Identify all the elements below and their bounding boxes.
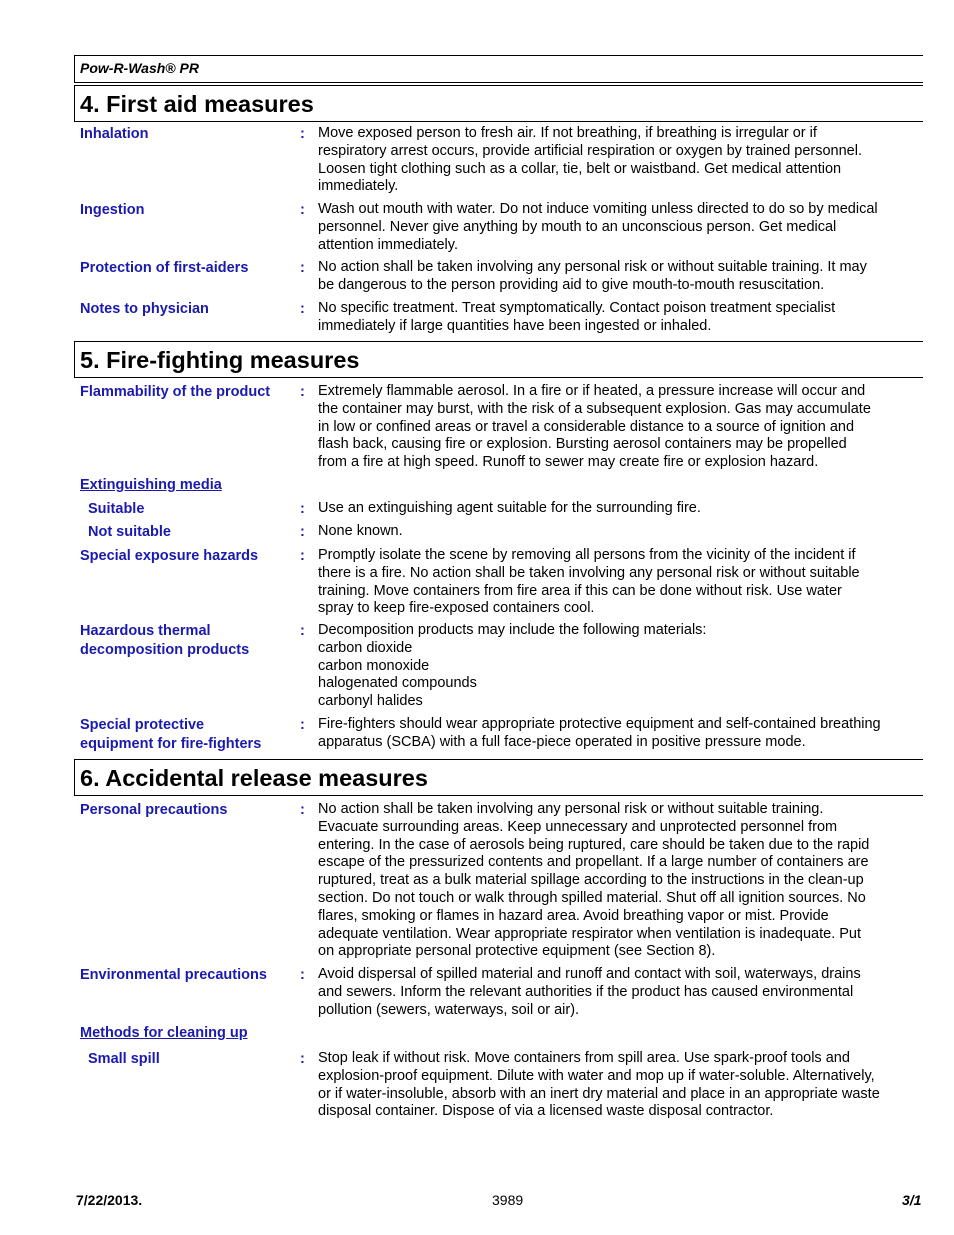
notes-text: [318, 300, 924, 336]
text-line: on appropriate personal protective equipment (see Section 8).: [318, 943, 716, 960]
text-line: be dangerous to the person providing aid to give mouth-to-mouth resuscitation.: [318, 276, 825, 293]
not-suitable-text: [318, 523, 924, 541]
section-6-header: [74, 759, 923, 796]
separator-colon: :: [300, 548, 305, 564]
separator-colon: :: [300, 202, 305, 218]
flammability-label: Flammability of the product: [80, 384, 271, 400]
text-line: pollution (sewers, waterways, soil or air).: [318, 1001, 580, 1018]
separator-colon: :: [300, 384, 305, 400]
text-line: personnel. Never give anything by mouth to an unconscious person. Get medical: [318, 218, 837, 235]
extinguishing-media-link[interactable]: Extinguishing media: [80, 477, 222, 493]
section-5-title: 5. Fire-fighting measures: [80, 347, 360, 373]
text-line: section. Do not touch or walk through spilled material. Shut off all ignition sources. No: [318, 889, 866, 906]
special-exposure-text: [318, 547, 924, 618]
text-line: Special protective: [80, 717, 205, 733]
text-line: and sewers. Inform the relevant authorities if the product has caused environmental: [318, 983, 854, 1000]
text-line: entering. In the case of aerosols being ruptured, care should be taken due to the rapid: [318, 836, 870, 853]
separator-colon: :: [300, 501, 305, 517]
section-4-title: 4. First aid measures: [80, 91, 314, 117]
personal-precautions-label: Personal precautions: [80, 802, 228, 818]
text-line: No specific treatment. Treat symptomatically. Contact poison treatment specialist: [318, 300, 836, 316]
text-line: equipment for fire-fighters: [80, 736, 262, 752]
text-line: training. Move containers from fire area if this can be done without risk. Use water: [318, 582, 842, 599]
text-line: from a fire at high speed. Runoff to sewer may create fire or explosion hazard.: [318, 454, 819, 471]
text-line: spray to keep fire-exposed containers cool.: [318, 600, 595, 617]
footer-document-code: 3989: [492, 1192, 524, 1208]
flammability-text: [318, 383, 924, 472]
text-line: respiratory arrest occurs, provide artificial respiration or oxygen by trained personnel.: [318, 142, 862, 159]
separator-colon: :: [300, 802, 305, 818]
protection-label: Protection of first-aiders: [80, 260, 249, 276]
text-line: Loosen tight clothing such as a collar, tie, belt or waistband. Get medical attention: [318, 160, 842, 177]
text-line: None known.: [318, 523, 403, 539]
text-line: or if water-insoluble, absorb with an inert dry material and place in an appropriate waste: [318, 1085, 880, 1102]
hazardous-thermal-label: [80, 622, 295, 660]
text-line: carbon monoxide: [318, 657, 430, 674]
hazardous-thermal-text: [318, 622, 924, 711]
text-line: apparatus (SCBA) with a full face-piece operated in positive pressure mode.: [318, 733, 806, 750]
separator-colon: :: [300, 967, 305, 983]
notes-label: Notes to physician: [80, 301, 209, 317]
text-line: carbonyl halides: [318, 693, 423, 710]
text-line: Avoid dispersal of spilled material and runoff and contact with soil, waterways, drains: [318, 966, 861, 982]
small-spill-label: Small spill: [88, 1051, 160, 1067]
product-name: Pow-R-Wash® PR: [80, 60, 199, 76]
footer-date: 7/22/2013.: [76, 1192, 143, 1208]
suitable-label: Suitable: [88, 501, 145, 517]
section-6-title: 6. Accidental release measures: [80, 765, 428, 791]
small-spill-text: [318, 1050, 924, 1121]
text-line: attention immediately.: [318, 236, 458, 253]
text-line: there is a fire. No action shall be taken involving any personal risk or without suitable: [318, 564, 860, 581]
text-line: in low or confined areas or travel a considerable distance to a source of ignition and: [318, 418, 855, 435]
text-line: ruptured, treat as a bulk material spillage according to the instructions in the clean-up: [318, 872, 864, 889]
not-suitable-label: Not suitable: [88, 524, 171, 540]
ingestion-text: [318, 201, 924, 254]
text-line: flares, smoking or flames in hazard area. Avoid breathing vapor or mist. Provide: [318, 907, 829, 924]
text-line: immediately.: [318, 178, 399, 195]
text-line: Use an extinguishing agent suitable for the surrounding fire.: [318, 500, 701, 516]
special-protective-label: [80, 716, 295, 754]
separator-colon: :: [300, 126, 305, 142]
text-line: Fire-fighters should wear appropriate protective equipment and self-contained breathing: [318, 716, 881, 732]
protection-text: [318, 259, 924, 295]
suitable-text: [318, 500, 924, 518]
footer-page-number: 3/1: [902, 1192, 922, 1208]
section-4-header: [74, 85, 923, 122]
special-protective-text: [318, 716, 924, 752]
text-line: No action shall be taken involving any personal risk or without suitable training.: [318, 801, 824, 817]
text-line: Decomposition products may include the following materials:: [318, 622, 707, 638]
text-line: immediately if large quantities have been ingested or inhaled.: [318, 317, 712, 334]
special-exposure-label: Special exposure hazards: [80, 548, 259, 564]
text-line: Promptly isolate the scene by removing all persons from the vicinity of the incident if: [318, 547, 856, 563]
text-line: escape of the pressurized contents and propellant. If a large number of containers are: [318, 854, 869, 871]
separator-colon: :: [300, 1051, 305, 1067]
text-line: disposal container. Dispose of via a licensed waste disposal contractor.: [318, 1103, 774, 1120]
text-line: Evacuate surrounding areas. Keep unnecessary and unprotected personnel from: [318, 818, 838, 835]
inhalation-label: Inhalation: [80, 126, 149, 142]
separator-colon: :: [300, 524, 305, 540]
text-line: Stop leak if without risk. Move containers from spill area. Use spark-proof tools and: [318, 1050, 850, 1066]
separator-colon: :: [300, 717, 305, 733]
text-line: No action shall be taken involving any personal risk or without suitable training. It may: [318, 259, 867, 275]
text-line: explosion-proof equipment. Dilute with water and mop up if water-soluble. Alternatively,: [318, 1067, 875, 1084]
ingestion-label: Ingestion: [80, 202, 145, 218]
text-line: the container may burst, with the risk of a subsequent explosion. Gas may accumulate: [318, 400, 871, 417]
personal-precautions-text: [318, 801, 924, 961]
environmental-precautions-label: Environmental precautions: [80, 967, 267, 983]
separator-colon: :: [300, 260, 305, 276]
product-name-bar: [74, 55, 923, 83]
section-5-header: [74, 341, 923, 378]
text-line: adequate ventilation. Wear appropriate respirator when ventilation is inadequate. Put: [318, 925, 862, 942]
inhalation-text: [318, 125, 924, 196]
text-line: Hazardous thermal: [80, 623, 211, 639]
methods-cleaning-link[interactable]: Methods for cleaning up: [80, 1025, 248, 1041]
text-line: Wash out mouth with water. Do not induce vomiting unless directed to do so by medical: [318, 201, 878, 217]
text-line: carbon dioxide: [318, 639, 413, 656]
text-line: flash back, causing fire or explosion. Bursting aerosol containers may be propelled: [318, 436, 847, 453]
text-line: halogenated compounds: [318, 675, 477, 692]
environmental-precautions-text: [318, 966, 924, 1019]
separator-colon: :: [300, 301, 305, 317]
text-line: decomposition products: [80, 642, 250, 658]
text-line: Extremely flammable aerosol. In a fire or if heated, a pressure increase will occur and: [318, 383, 866, 399]
separator-colon: :: [300, 623, 305, 639]
text-line: Move exposed person to fresh air. If not breathing, if breathing is irregular or if: [318, 125, 817, 141]
